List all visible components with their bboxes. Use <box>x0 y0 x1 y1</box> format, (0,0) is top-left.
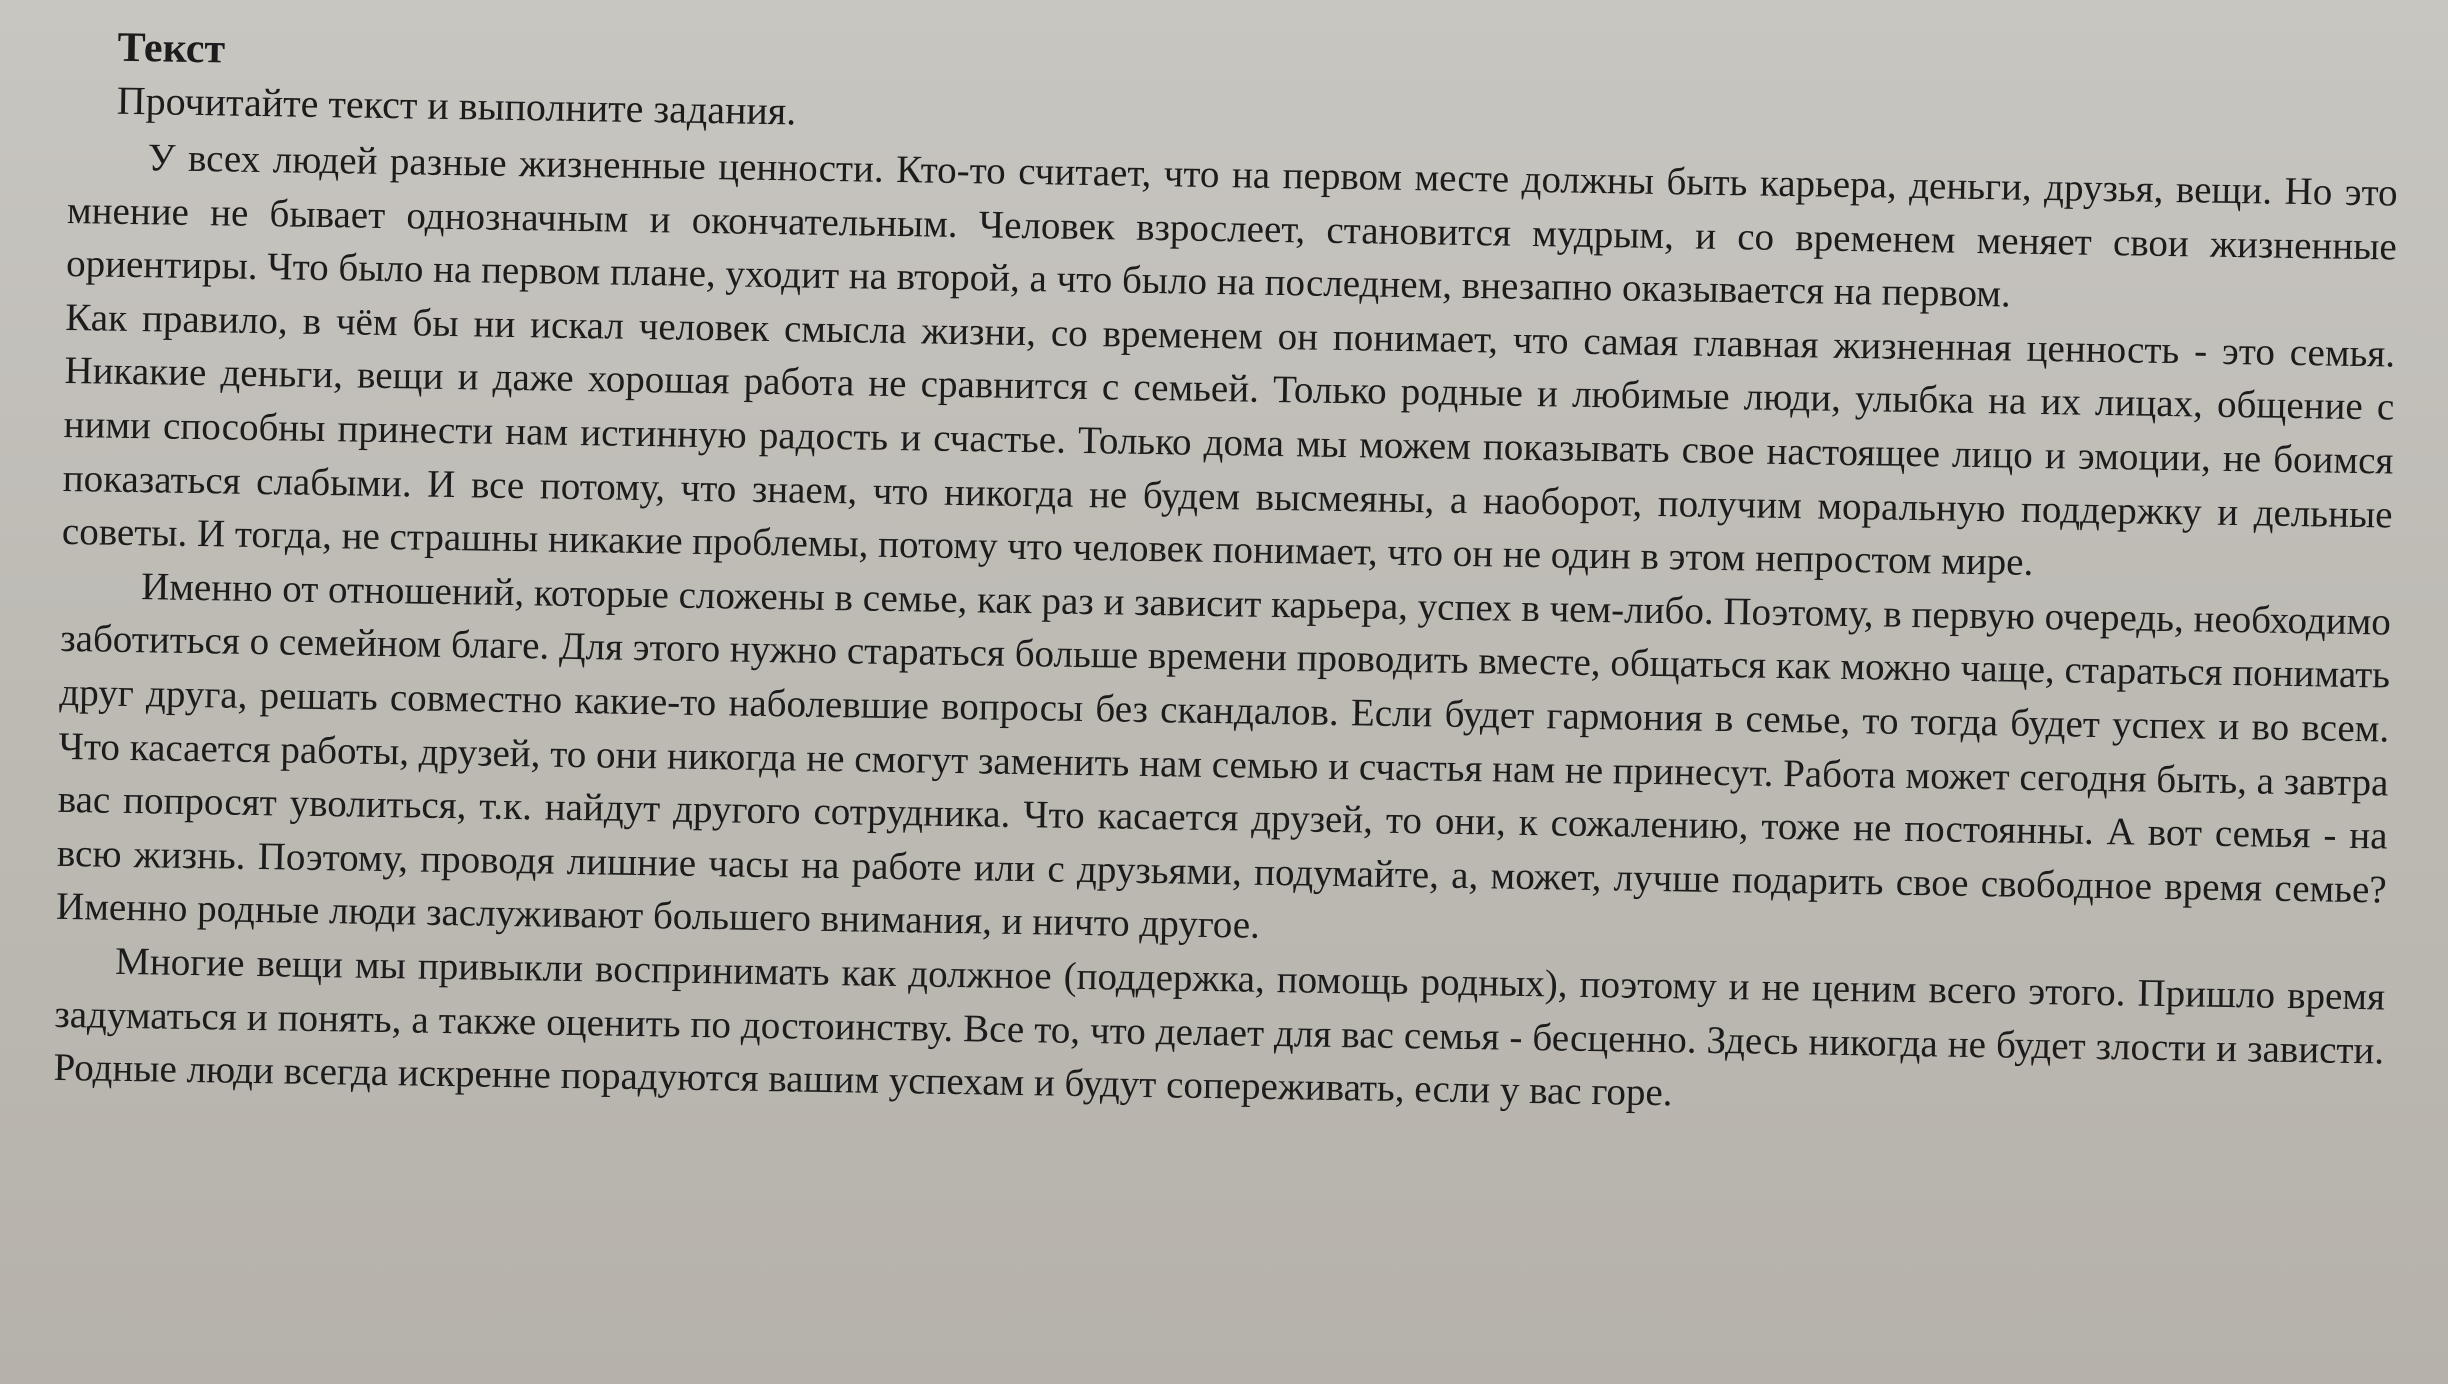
paragraph-1: У всех людей разные жизненные ценности. Кто-то считает, что на первом месте должны быть карьера, деньги, друзья, вещи. Но это мнение не бывает однозначным и окончательным. Человек взрослеет, становится мудрым, и со временем меняет свои жизненные ориентиры. Что было на первом плане, уходит на второй, а что было на последнем, внезапно оказывается на первом. <box>65 136 2398 316</box>
text-block <box>53 22 2400 1131</box>
page-title: Текст <box>117 24 226 73</box>
paragraph-2: Как правило, в чём бы ни искал человек смысла жизни, со временем он понимает, что самая главная жизненная ценность - это семья. Никакие деньги, вещи и даже хорошая работа не сравнится с семьей. Только родные и любимые люди, улыбка на их лицах, общение с ними способны принести нам истинную радость и счастье. Только дома мы можем показывать свое настоящее лицо и эмоции, не боимся показаться слабыми. И все потому, что знаем, что никогда не будем высмеяны, а наоборот, получим моральную поддержку и дельные советы. И тогда, не страшны никакие проблемы, потому что человек понимает, что он не один в этом непростом мире. <box>61 295 2396 585</box>
instruction-line: Прочитайте текст и выполните задания. <box>116 77 797 134</box>
paragraph-3: Именно от отношений, которые сложены в семье, как раз и зависит карьера, успех в чем-либо. Поэтому, в первую очередь, необходимо заботиться о семейном благе. Для этого нужно стараться больше времени проводить вместе, общаться как можно чаще, стараться понимать друг друга, решать совместно какие-то наболевшие вопросы без скандалов. Если будет гармония в семье, то тогда будет успех и во всем. Что касается работы, друзей, то они никогда не смогут заменить нам семью и счастья нам не принесут. Работа может сегодня быть, а завтра вас попросят уволиться, т.к. найдут другого сотрудника. Что касается друзей, то они, к сожалению, тоже не постоянны. А вот семья - на всю жизнь. Поэтому, проводя лишние часы на работе или с друзьями, подумайте, а, может, лучше подарить свое свободное время семье? Именно родные люди заслуживают большего внимания, и ничто другое. <box>55 564 2392 948</box>
paragraph-4: Многие вещи мы привыкли воспринимать как должное (поддержка, помощь родных), поэтому и не ценим всего этого. Пришло время задуматься и понять, а также оценить по достоинству. Все то, что делает для вас семья - бесценно. Здесь никогда не будет злости и зависти. Родные люди всегда искренне порадуются вашим успехам и будут сопереживать, если у вас горе. <box>53 939 2386 1115</box>
